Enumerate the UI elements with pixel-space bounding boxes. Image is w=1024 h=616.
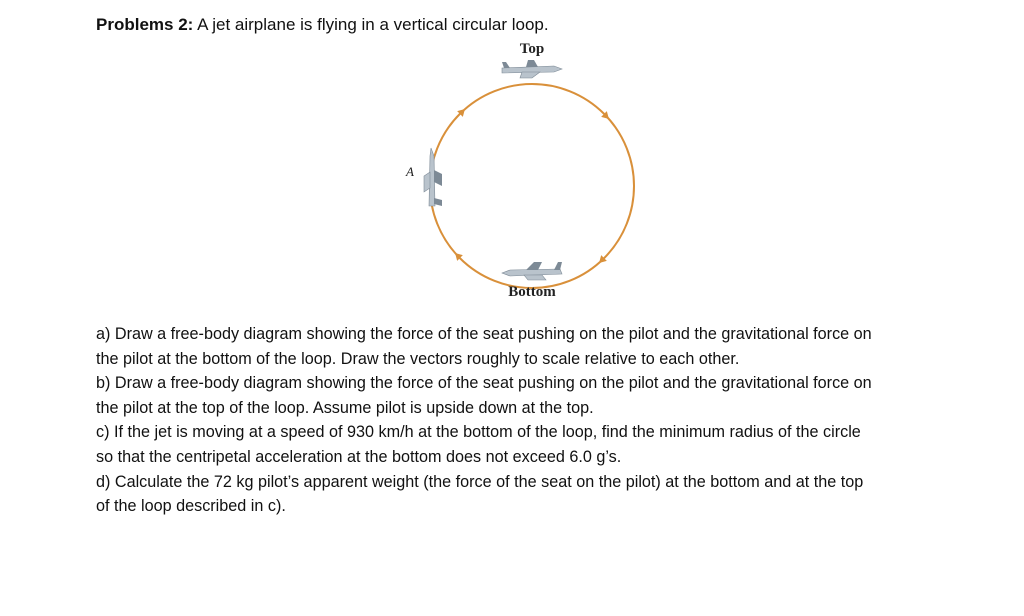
jet-a-icon [424,148,442,206]
question-c: c) If the jet is moving at a speed of 930 km/h at the bottom of the loop, find the minimum radius of the circle so that the centripetal acceleration at the bottom does not exceed 6.0 g’s. [96,423,861,466]
question-a: a) Draw a free-body diagram showing the force of the seat pushing on the pilot and the gravitational force on the pilot at the bottom of the loop. Draw the vectors roughly to scale relative to each other. [96,325,872,368]
loop-diagram [396,36,656,306]
problem-label: Problems 2 [96,15,188,34]
problem-number [96,15,193,34]
question-d: d) Calculate the 72 kg pilot’s apparent weight (the force of the seat on the pilot) at the bottom and at the top of the loop described in c). [96,472,864,516]
jet-bottom-icon [502,262,562,280]
problem-title [96,14,549,36]
problem-statement: A jet airplane is flying in a vertical circular loop. [193,15,549,34]
question-list [96,322,876,519]
direction-arrows [452,106,612,266]
label-bottom: Bottom [508,284,556,300]
question-b: b) Draw a free-body diagram showing the force of the seat pushing on the pilot and the gravitational force on the pilot at the top of the loop. Assume pilot is upside down at the top. [96,374,872,417]
loop-figure [396,36,656,306]
label-top: Top [519,41,545,57]
jet-top-icon [502,60,562,78]
title-separator: : [187,15,194,34]
label-point-a: A [406,164,414,179]
